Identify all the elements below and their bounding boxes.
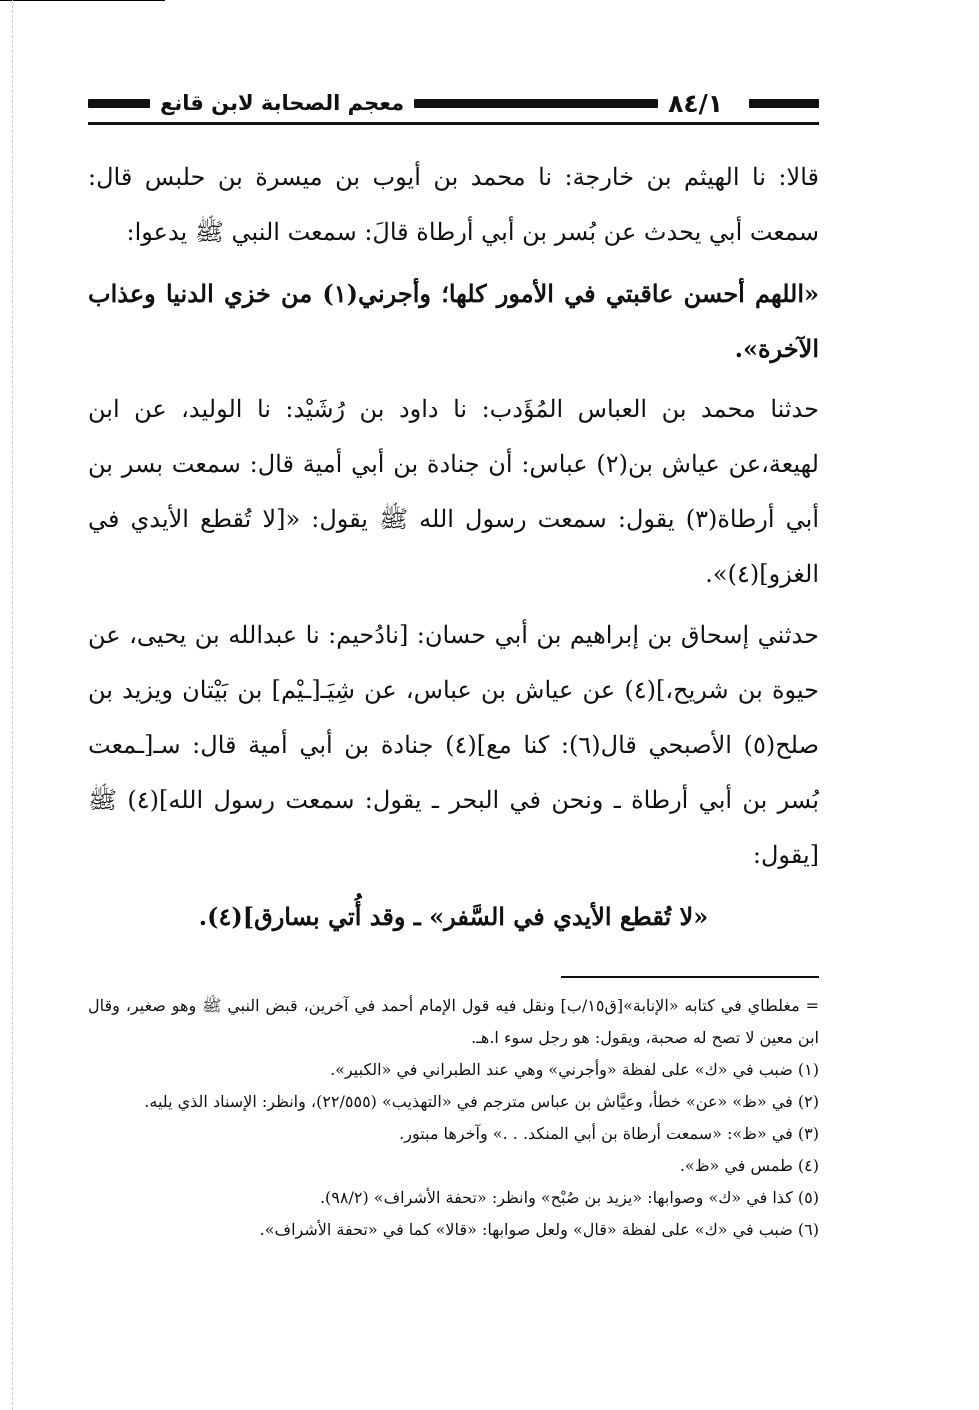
footnote-6: (٦) ضبب في «ك» على لفظة «قال» ولعل صوابها: «قالا» كما في «تحفة الأشراف».: [259, 1220, 819, 1239]
footnote-3: (٣) في «ظ»: «سمعت أرطاة بن أبي المنكد. . .» وآخرها مبتور.: [399, 1124, 819, 1143]
header-bar-right: [749, 99, 819, 108]
scan-guide-line: [12, 0, 13, 1410]
header-bar-left: [88, 99, 150, 108]
paragraph-1: قالا: نا الهيثم بن خارجة: نا محمد بن أيوب بن ميسرة بن حلبس قال: سمعت أبي يحدث عن بُسر بن أبي أرطاة قالَ: سمعت النبي ﷺ يدعوا:: [88, 163, 819, 246]
footnote-2: (٢) في «ظ» «عن» خطأ، وعيَّاش بن عباس مترجم في «التهذيب» (٢٢/٥٥٥)، وانظر: الإسناد الذي يليه.: [144, 1092, 819, 1111]
footnote-continued: = مغلطاي في كتابه «الإنابة»[ق١٥/ب] ونقل فيه قول الإمام أحمد في آخرين، قبض النبي ﷺ وهو صغير، وقال ابن معين لا تصح له صحبة، ويقول: هو رجل سوء ا.هـ.: [88, 996, 820, 1047]
page-number: ٨٤/١: [668, 88, 723, 118]
page-header: [88, 88, 819, 118]
hadith-text-1: «اللهم أحسن عاقبتي في الأمور كلها؛ وأجرني(١) من خزي الدنيا وعذاب الآخرة».: [88, 279, 819, 363]
hadith-text-2: «لا تُقطع الأيدي في السَّفر» ـ وقد أُتي بسارق](٤).: [198, 902, 709, 931]
top-edge-rule: [0, 0, 165, 1]
header-bar-middle: [414, 99, 658, 108]
footnotes: [88, 990, 819, 1246]
book-title: معجم الصحابة لابن قانع: [160, 91, 405, 115]
paragraph-3: حدثني إسحاق بن إبراهيم بن أبي حسان: [نادُحيم: نا عبدالله بن يحيى، عن حيوة بن شريح،](٤) عن عياش بن عباس، عن شِيَـ[ـيْم] بن بَيْتان ويزيد بن صلح(٥) الأصبحي قال(٦): كنا مع](٤) جنادة بن أبي أمية قال: سـ[ـمعت بُسر بن أبي أرطاة ـ ونحن في البحر ـ يقول: سمعت رسول الله](٤) ﷺ [يقول:: [88, 621, 820, 869]
footnote-1: (١) ضبب في «ك» على لفظة «وأجرني» وهي عند الطبراني في «الكبير».: [330, 1060, 819, 1079]
main-text: [88, 150, 819, 950]
paragraph-2: حدثنا محمد بن العباس المُؤَدب: نا داود بن رُشَيْد: نا الوليد، عن ابن لهيعة،عن عياش بن(٢) عباس: أن جنادة بن أبي أمية قال: سمعت بسر بن أبي أرطاة(٣) يقول: سمعت رسول الله ﷺ يقول: «[لا تُقطع الأيدي في الغزو](٤)».: [88, 395, 819, 588]
footnote-4: (٤) طمس في «ظ».: [679, 1156, 819, 1175]
header-rule: [88, 122, 819, 125]
footnote-separator: [561, 976, 819, 978]
footnote-5: (٥) كذا في «ك» وصوابها: «يزيد بن صُبْح» وانظر: «تحفة الأشراف» (٩٨/٢).: [319, 1188, 819, 1207]
